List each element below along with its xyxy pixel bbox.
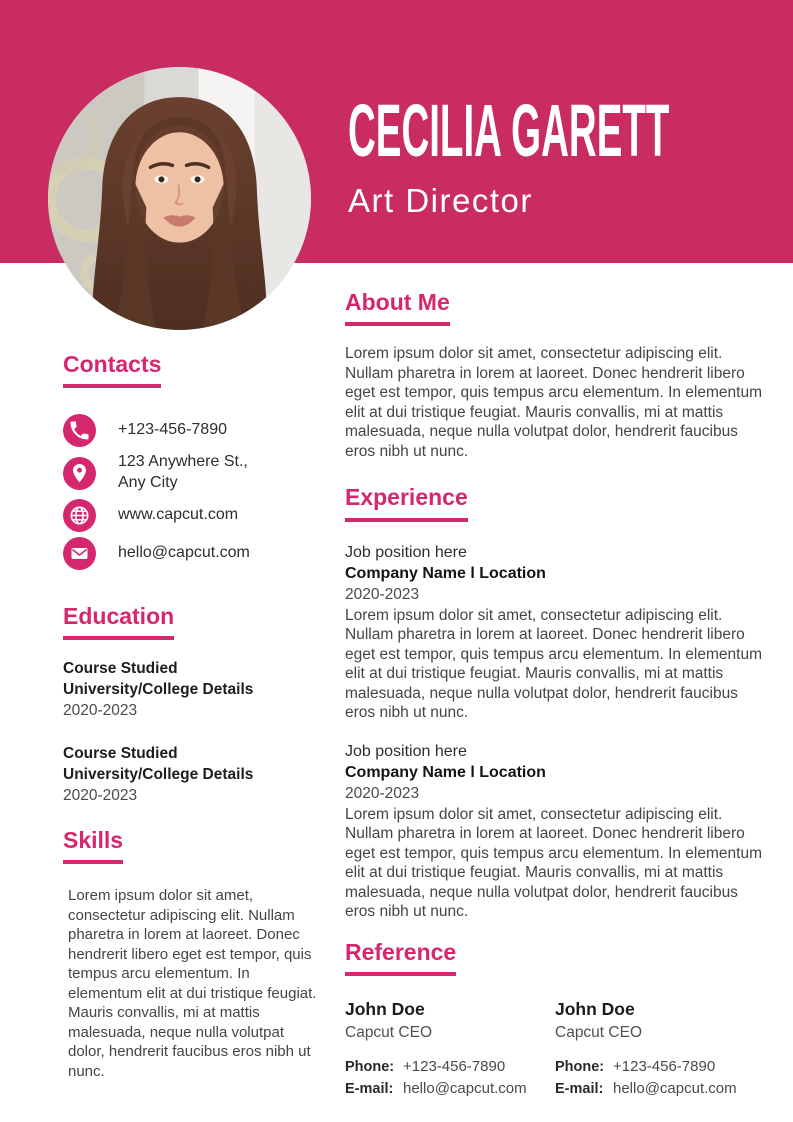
education-entry bbox=[63, 743, 318, 806]
course-name: Course Studied bbox=[63, 745, 178, 763]
reference-email-row bbox=[555, 1080, 765, 1097]
education-years: 2020-2023 bbox=[63, 787, 138, 805]
about-text: Lorem ipsum dolor sit amet, consectetur adipiscing elit. Nullam pharetra in lorem at laoreet. Donec hendrerit libero eget est tempor, quis tempus arcu elementum. In elementum elit at dui tristique feugiat. Mauris convallis, mi at mattis malesuada, neque nulla volutpat dolor, hendrerit faucibus eros nibh ut nunc. bbox=[345, 345, 762, 460]
reference-contact-rows bbox=[345, 1058, 555, 1097]
phone-label: Phone: bbox=[345, 1058, 395, 1075]
reference-phone-row bbox=[555, 1058, 765, 1075]
education-years: 2020-2023 bbox=[63, 702, 138, 720]
reference-name: John Doe bbox=[555, 998, 635, 1019]
phone-value: +123-456-7890 bbox=[613, 1057, 716, 1075]
person-name: CECILIA GARETT bbox=[348, 89, 670, 172]
job-position: Job position here bbox=[345, 742, 467, 760]
contact-phone bbox=[63, 414, 318, 447]
reference-role: Capcut CEO bbox=[345, 1023, 433, 1041]
reference-phone-row bbox=[345, 1058, 555, 1075]
course-name: Course Studied bbox=[63, 660, 178, 678]
contact-email bbox=[63, 537, 318, 570]
company-name: Company Name l Location bbox=[345, 763, 546, 781]
portrait-illustration bbox=[48, 67, 311, 330]
contact-list bbox=[63, 414, 318, 570]
website-value: www.capcut.com bbox=[118, 505, 239, 523]
header-text bbox=[348, 89, 793, 220]
contact-website bbox=[63, 499, 318, 532]
education-section bbox=[63, 604, 318, 806]
skills-text: Lorem ipsum dolor sit amet, consectetur adipiscing elit. Nullam pharetra in lorem at laoreet. Donec hendrerit libero eget est tempor, quis tempus arcu elementum. In elementum elit at dui tristique feugiat. Mauris convallis, mi at mattis malesuada, neque nulla volutpat dolor, hendrerit faucibus eros nibh ut nunc. bbox=[68, 887, 317, 1080]
education-heading: Education bbox=[63, 604, 174, 640]
reference-heading: Reference bbox=[345, 940, 456, 976]
email-value: hello@capcut.com bbox=[613, 1079, 737, 1097]
reference-grid bbox=[345, 998, 770, 1097]
email-label: E-mail: bbox=[555, 1080, 604, 1097]
experience-years: 2020-2023 bbox=[345, 585, 420, 603]
experience-heading: Experience bbox=[345, 485, 468, 521]
experience-section bbox=[345, 485, 770, 921]
phone-icon bbox=[63, 414, 96, 447]
education-entries bbox=[63, 658, 318, 806]
reference-name: John Doe bbox=[345, 998, 425, 1019]
reference-section bbox=[345, 940, 770, 1097]
school-name: University/College Details bbox=[63, 681, 254, 699]
contact-address bbox=[63, 452, 318, 494]
location-icon bbox=[63, 457, 96, 490]
reference-contact-rows bbox=[555, 1058, 765, 1097]
email-icon bbox=[63, 537, 96, 570]
about-heading: About Me bbox=[345, 290, 450, 326]
school-name: University/College Details bbox=[63, 766, 254, 784]
sidebar bbox=[63, 352, 318, 1081]
reference-card bbox=[345, 998, 555, 1097]
email-value: hello@capcut.com bbox=[118, 543, 250, 561]
experience-description: Lorem ipsum dolor sit amet, consectetur adipiscing elit. Nullam pharetra in lorem at laoreet. Donec hendrerit libero eget est tempor, quis tempus arcu elementum. In elementum elit at dui tristique feugiat. Mauris convallis, mi at mattis malesuada, neque nulla volutpat dolor, hendrerit faucibus eros nibh ut nunc. bbox=[345, 805, 762, 921]
address-value bbox=[118, 452, 248, 494]
phone-value: +123-456-7890 bbox=[403, 1057, 506, 1075]
reference-card bbox=[555, 998, 765, 1097]
profile-photo bbox=[48, 67, 311, 330]
experience-entry bbox=[345, 741, 770, 922]
contacts-section bbox=[63, 352, 318, 570]
address-line-2: Any City bbox=[118, 474, 178, 492]
phone-value: +123-456-7890 bbox=[118, 421, 227, 439]
address-line-1: 123 Anywhere St., bbox=[118, 453, 248, 471]
company-name: Company Name l Location bbox=[345, 564, 546, 582]
experience-entry bbox=[345, 542, 770, 723]
job-position: Job position here bbox=[345, 543, 467, 561]
contacts-heading: Contacts bbox=[63, 352, 161, 388]
email-value: hello@capcut.com bbox=[403, 1079, 527, 1097]
experience-description: Lorem ipsum dolor sit amet, consectetur adipiscing elit. Nullam pharetra in lorem at laoreet. Donec hendrerit libero eget est tempor, quis tempus arcu elementum. In elementum elit at dui tristique feugiat. Mauris convallis, mi at mattis malesuada, neque nulla volutpat dolor, hendrerit faucibus eros nibh ut nunc. bbox=[345, 606, 762, 722]
skills-heading: Skills bbox=[63, 828, 123, 864]
experience-years: 2020-2023 bbox=[345, 784, 420, 802]
main-column bbox=[345, 290, 770, 1097]
phone-label: Phone: bbox=[555, 1058, 605, 1075]
reference-role: Capcut CEO bbox=[555, 1023, 643, 1041]
education-entry bbox=[63, 658, 318, 721]
reference-email-row bbox=[345, 1080, 555, 1097]
job-title: Art Director bbox=[348, 182, 533, 219]
globe-icon bbox=[63, 499, 96, 532]
email-label: E-mail: bbox=[345, 1080, 394, 1097]
about-section bbox=[345, 290, 770, 461]
experience-entries bbox=[345, 542, 770, 922]
skills-section bbox=[63, 828, 318, 1081]
